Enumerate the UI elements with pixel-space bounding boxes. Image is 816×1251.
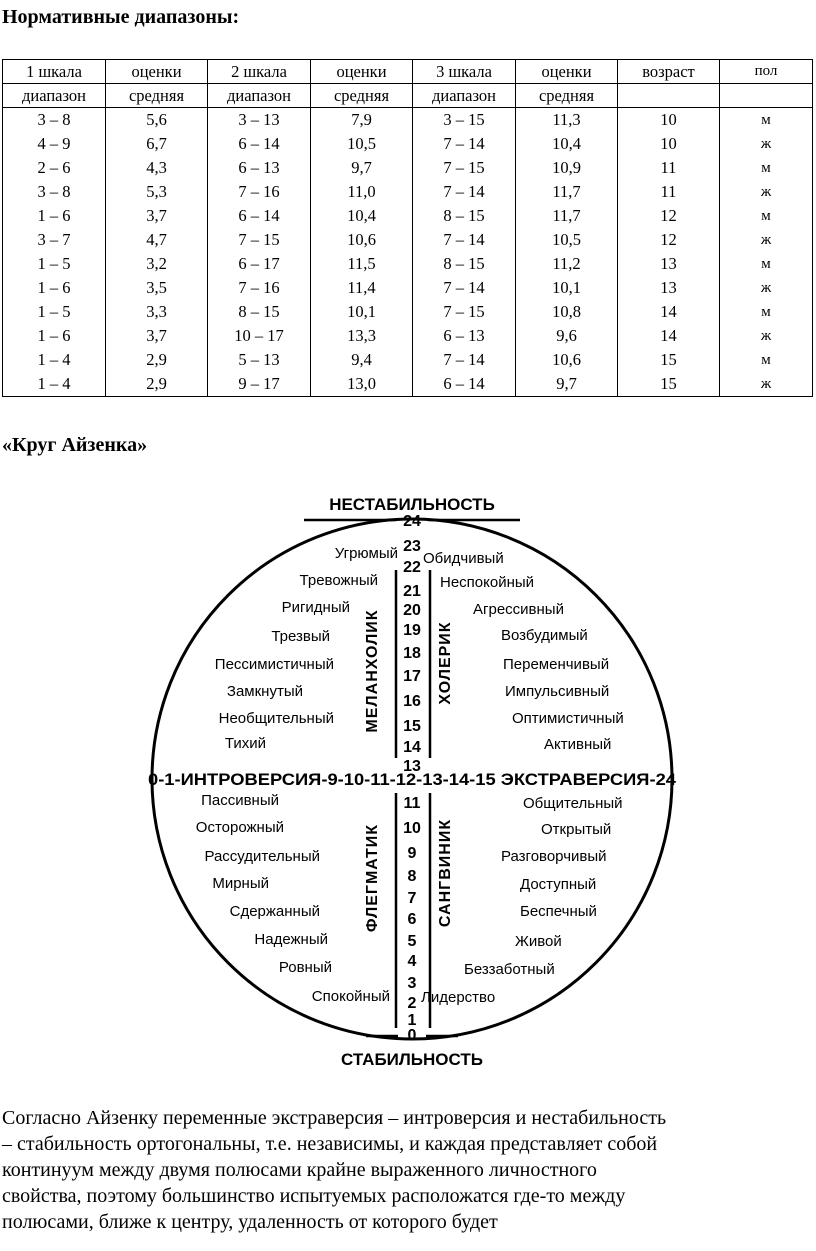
table-cell: 1 – 5 <box>3 300 106 324</box>
norms-table <box>2 59 813 397</box>
scale-number: 8 <box>407 868 417 885</box>
scale-number: 20 <box>403 602 421 619</box>
table-cell: 3,3 <box>106 300 208 324</box>
top-label: НЕСТАБИЛЬНОСТЬ <box>329 495 495 514</box>
table-cell: 13 <box>618 252 720 276</box>
table-cell: 2 – 6 <box>3 156 106 180</box>
table-row <box>3 372 813 397</box>
table-cell: 3,7 <box>106 324 208 348</box>
table-cell: 7 – 15 <box>413 156 516 180</box>
table-cell: 6 – 13 <box>413 324 516 348</box>
table-cell: 3 – 8 <box>3 180 106 204</box>
trait-label: Беспечный <box>520 903 597 920</box>
trait-label: Пассивный <box>201 792 279 809</box>
trait-label: Спокойный <box>311 988 390 1005</box>
table-cell: 1 – 4 <box>3 372 106 397</box>
scale-number: 17 <box>403 668 421 685</box>
trait-label: Доступный <box>520 876 597 893</box>
trait-label: Угрюмый <box>334 545 398 562</box>
scale-number: 15 <box>403 718 421 735</box>
trait-label: Тихий <box>224 735 266 752</box>
table-cell: 10,1 <box>311 300 413 324</box>
table-cell: 3 – 13 <box>208 108 311 133</box>
table-row <box>3 348 813 372</box>
table-cell: 6 – 14 <box>413 372 516 397</box>
table-cell: 7 – 16 <box>208 276 311 300</box>
paragraph-line: свойства, поэтому большинство испытуемых расположатся где-то между <box>2 1185 626 1207</box>
trait-label: Пессимистичный <box>214 656 334 673</box>
scale-number: 11 <box>403 795 421 812</box>
table-cell: средняя <box>106 84 208 108</box>
table-cell: 11,3 <box>516 108 618 133</box>
trait-label: Тревожный <box>299 572 378 589</box>
table-cell: средняя <box>516 84 618 108</box>
table-cell: 7 – 16 <box>208 180 311 204</box>
table-cell: 11 <box>618 156 720 180</box>
table-cell: 5,3 <box>106 180 208 204</box>
table-cell: 10,5 <box>311 132 413 156</box>
table-cell: 3,2 <box>106 252 208 276</box>
scale-number: 19 <box>403 622 421 639</box>
quadrant-sanguine: САНГВИНИК <box>437 818 454 928</box>
table-row <box>3 108 813 133</box>
table-cell: ж <box>720 228 813 252</box>
explanation-paragraph <box>2 1105 814 1235</box>
table-cell: 10 <box>618 108 720 133</box>
table-cell: 10,4 <box>516 132 618 156</box>
table-cell: 3,7 <box>106 204 208 228</box>
table-cell: м <box>720 204 813 228</box>
table-cell: 14 <box>618 300 720 324</box>
table-cell: м <box>720 300 813 324</box>
table-cell: диапазон <box>3 84 106 108</box>
table-cell: 7,9 <box>311 108 413 133</box>
table-cell: 10 <box>618 132 720 156</box>
table-cell: 15 <box>618 348 720 372</box>
table-row <box>3 252 813 276</box>
table-cell: 13 <box>618 276 720 300</box>
table-header-row <box>3 60 813 84</box>
scale-number: 23 <box>403 538 421 555</box>
trait-label: Осторожный <box>195 819 284 836</box>
table-cell: диапазон <box>208 84 311 108</box>
norms-title: Нормативные диапазоны: <box>2 6 240 28</box>
trait-label: Мирный <box>212 875 269 892</box>
quadrant-melancholic: МЕЛАНХОЛИК <box>364 609 381 733</box>
table-cell: 5 – 13 <box>208 348 311 372</box>
table-cell: 7 – 14 <box>413 276 516 300</box>
table-cell: возраст <box>618 60 720 84</box>
table-cell: 14 <box>618 324 720 348</box>
table-cell: 10,6 <box>311 228 413 252</box>
table-cell: 1 – 6 <box>3 276 106 300</box>
table-cell: 8 – 15 <box>413 204 516 228</box>
table-cell: 10,1 <box>516 276 618 300</box>
table-cell: оценки <box>311 60 413 84</box>
table-cell: м <box>720 108 813 133</box>
table-cell: 2,9 <box>106 372 208 397</box>
trait-label: Возбудимый <box>501 627 588 644</box>
table-cell: средняя <box>311 84 413 108</box>
table-cell: 10 – 17 <box>208 324 311 348</box>
scale-number: 2 <box>407 995 417 1012</box>
table-row <box>3 204 813 228</box>
table-cell: 10,8 <box>516 300 618 324</box>
trait-label: Общительный <box>523 795 623 812</box>
table-cell: 11,4 <box>311 276 413 300</box>
table-cell: 3,5 <box>106 276 208 300</box>
table-cell: 7 – 14 <box>413 132 516 156</box>
trait-label: Обидчивый <box>423 550 504 567</box>
table-subheader-row <box>3 84 813 108</box>
table-cell: 2,9 <box>106 348 208 372</box>
trait-label: Ровный <box>278 959 332 976</box>
table-cell <box>720 84 813 108</box>
table-row <box>3 324 813 348</box>
table-cell: 10,6 <box>516 348 618 372</box>
table-cell: 10,9 <box>516 156 618 180</box>
table-cell: м <box>720 252 813 276</box>
table-cell: 7 – 14 <box>413 180 516 204</box>
table-cell: 6 – 14 <box>208 132 311 156</box>
paragraph-line: – стабильность ортогональны, т.е. независимы, и каждая представляет собой <box>2 1133 658 1155</box>
table-cell: 1 – 6 <box>3 204 106 228</box>
circle-title: «Круг Айзенка» <box>2 434 148 456</box>
table-cell: 3 – 8 <box>3 108 106 133</box>
table-cell: оценки <box>516 60 618 84</box>
table-cell: ж <box>720 180 813 204</box>
paragraph-line: континуум между двумя полюсами крайне выраженного личностного <box>2 1159 597 1181</box>
scale-number: 16 <box>403 693 421 710</box>
table-cell: 5,6 <box>106 108 208 133</box>
scale-number: 18 <box>403 645 421 662</box>
table-cell: 6,7 <box>106 132 208 156</box>
table-cell: 9,7 <box>516 372 618 397</box>
horizontal-axis-label: 0-1-ИНТРОВЕРСИЯ-9-10-11-12-13-14-15 ЭКСТРАВЕРСИЯ-24 <box>148 771 677 789</box>
table-cell: 9 – 17 <box>208 372 311 397</box>
table-cell: 8 – 15 <box>208 300 311 324</box>
scale-number: 24 <box>403 513 421 530</box>
trait-label: Необщительный <box>218 710 334 727</box>
scale-number: 7 <box>407 890 417 907</box>
table-cell: 3 – 15 <box>413 108 516 133</box>
quadrant-phlegmatic: ФЛЕГМАТИК <box>364 823 381 933</box>
table-cell: 1 – 6 <box>3 324 106 348</box>
scale-number: 21 <box>403 583 421 600</box>
table-cell: 13,0 <box>311 372 413 397</box>
table-cell: 10,4 <box>311 204 413 228</box>
eysenck-circle <box>140 488 680 1078</box>
table-cell: 7 – 14 <box>413 348 516 372</box>
table-cell: 7 – 15 <box>208 228 311 252</box>
paragraph-line: Согласно Айзенку переменные экстраверсия – интроверсия и нестабильность <box>2 1107 667 1129</box>
table-row <box>3 132 813 156</box>
trait-label: Переменчивый <box>503 656 610 673</box>
trait-label: Активный <box>544 736 612 753</box>
table-cell: 1 – 4 <box>3 348 106 372</box>
trait-label: Надежный <box>254 931 328 948</box>
table-row <box>3 276 813 300</box>
scale-number: 13 <box>403 758 421 775</box>
scale-number: 4 <box>407 953 417 970</box>
paragraph-line: полюсами, ближе к центру, удаленность от которого будет <box>2 1211 498 1233</box>
table-row <box>3 180 813 204</box>
table-cell: 12 <box>618 204 720 228</box>
table-cell <box>618 84 720 108</box>
table-cell: оценки <box>106 60 208 84</box>
table-cell: 11,7 <box>516 180 618 204</box>
table-cell: 11,2 <box>516 252 618 276</box>
trait-label: Открытый <box>541 821 612 838</box>
trait-label: Разговорчивый <box>501 848 607 865</box>
bottom-label: СТАБИЛЬНОСТЬ <box>341 1050 483 1069</box>
table-cell: 1 шкала <box>3 60 106 84</box>
trait-label: Неспокойный <box>440 574 535 591</box>
table-cell: ж <box>720 132 813 156</box>
scale-number: 5 <box>407 933 417 950</box>
table-cell: 9,6 <box>516 324 618 348</box>
scale-number: 0 <box>407 1027 417 1044</box>
table-cell: 9,4 <box>311 348 413 372</box>
trait-label: Замкнутый <box>226 683 303 700</box>
trait-label: Импульсивный <box>505 683 610 700</box>
trait-label: Ригидный <box>281 599 350 616</box>
table-cell: 4,7 <box>106 228 208 252</box>
trait-label: Беззаботный <box>464 961 555 978</box>
table-cell: 2 шкала <box>208 60 311 84</box>
table-cell: 3 – 7 <box>3 228 106 252</box>
table-cell: 7 – 14 <box>413 228 516 252</box>
scale-number: 3 <box>407 975 417 992</box>
trait-label: Лидерство <box>421 989 496 1006</box>
table-cell: 6 – 17 <box>208 252 311 276</box>
table-cell: 11,7 <box>516 204 618 228</box>
scale-number: 1 <box>407 1012 417 1029</box>
table-cell: 12 <box>618 228 720 252</box>
table-cell: диапазон <box>413 84 516 108</box>
trait-label: Оптимистичный <box>512 710 624 727</box>
scale-number: 14 <box>403 739 421 756</box>
table-cell: ж <box>720 276 813 300</box>
table-cell: ж <box>720 372 813 397</box>
table-cell: 9,7 <box>311 156 413 180</box>
scale-number: 22 <box>403 559 421 576</box>
table-cell: 6 – 14 <box>208 204 311 228</box>
trait-label: Живой <box>515 933 562 950</box>
table-cell: 11 <box>618 180 720 204</box>
table-row <box>3 300 813 324</box>
trait-label: Агрессивный <box>473 601 564 618</box>
table-cell: пол <box>720 60 813 84</box>
table-cell: 11,5 <box>311 252 413 276</box>
table-row <box>3 228 813 252</box>
table-cell: 7 – 15 <box>413 300 516 324</box>
table-cell: 1 – 5 <box>3 252 106 276</box>
table-cell: 10,5 <box>516 228 618 252</box>
trait-label: Трезвый <box>271 628 330 645</box>
table-cell: 6 – 13 <box>208 156 311 180</box>
table-cell: 4 – 9 <box>3 132 106 156</box>
scale-number: 6 <box>407 911 417 928</box>
table-cell: 4,3 <box>106 156 208 180</box>
quadrant-choleric: ХОЛЕРИК <box>437 621 454 705</box>
table-cell: 15 <box>618 372 720 397</box>
scale-number: 9 <box>407 845 417 862</box>
table-cell: 3 шкала <box>413 60 516 84</box>
trait-label: Сдержанный <box>229 903 320 920</box>
trait-label: Рассудительный <box>204 848 320 865</box>
scale-number: 10 <box>403 820 421 837</box>
table-cell: ж <box>720 324 813 348</box>
table-cell: 13,3 <box>311 324 413 348</box>
table-cell: м <box>720 156 813 180</box>
table-row <box>3 156 813 180</box>
table-cell: м <box>720 348 813 372</box>
table-cell: 11,0 <box>311 180 413 204</box>
table-cell: 8 – 15 <box>413 252 516 276</box>
